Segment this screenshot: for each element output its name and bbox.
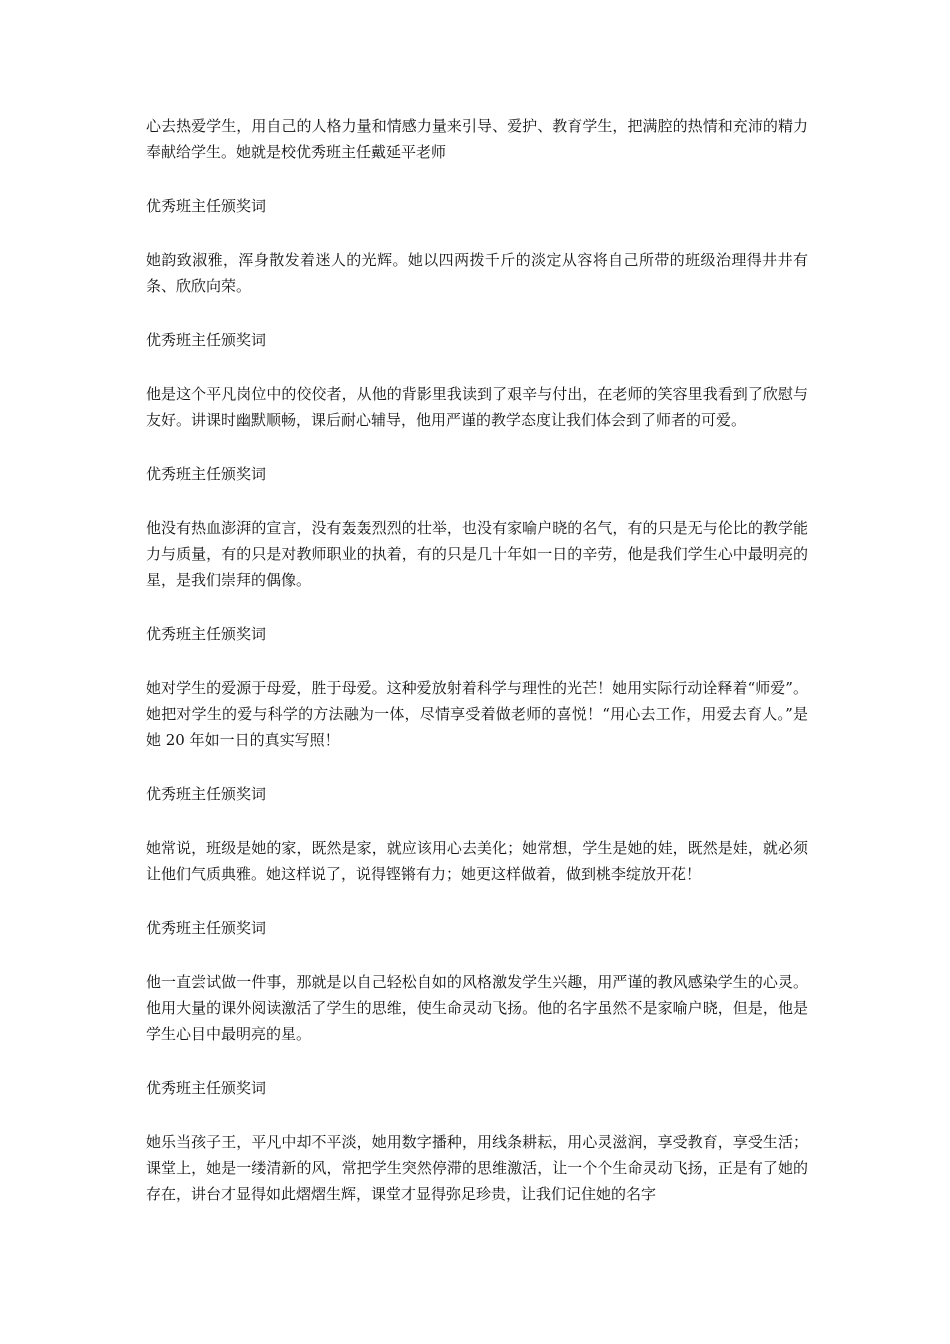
document-page	[146, 113, 808, 1235]
paragraph: 他一直尝试做一件事，那就是以自己轻松自如的风格激发学生兴趣，用严谨的教风感染学生的心灵。他用大量的课外阅读激活了学生的思维，使生命灵动飞扬。他的名字虽然不是家喻户晓，但是，他是学生心目中最明亮的星。	[146, 973, 808, 1043]
section-heading: 优秀班主任颁奖词	[146, 331, 267, 349]
paragraph: 她韵致淑雅，浑身散发着迷人的光辉。她以四两拨千斤的淡定从容将自己所带的班级治理得井井有条、欣欣向荣。	[146, 251, 808, 295]
section-heading: 优秀班主任颁奖词	[146, 919, 267, 937]
section-heading: 优秀班主任颁奖词	[146, 465, 267, 483]
paragraph: 心去热爱学生，用自己的人格力量和情感力量来引导、爱护、教育学生，把满腔的热情和充沛的精力奉献给学生。她就是校优秀班主任戴延平老师	[146, 117, 808, 161]
paragraph: 他是这个平凡岗位中的佼佼者，从他的背影里我读到了艰辛与付出，在老师的笑容里我看到了欣慰与友好。讲课时幽默顺畅，课后耐心辅导，他用严谨的教学态度让我们体会到了师者的可爱。	[146, 385, 808, 429]
section-heading: 优秀班主任颁奖词	[146, 625, 267, 643]
paragraph: 她乐当孩子王，平凡中却不平淡，她用数字播种，用线条耕耘，用心灵滋润，享受教育，享受生活；课堂上，她是一缕清新的风，常把学生突然停滞的思维激活，让一个个生命灵动飞扬，正是有了她的存在，讲台才显得如此熠熠生辉，课堂才显得弥足珍贵，让我们记住她的名字	[146, 1133, 808, 1203]
section-heading: 优秀班主任颁奖词	[146, 197, 267, 215]
paragraph: 她对学生的爱源于母爱，胜于母爱。这种爱放射着科学与理性的光芒！她用实际行动诠释着“师爱”。她把对学生的爱与科学的方法融为一体，尽情享受着做老师的喜悦！“用心去工作，用爱去育人。”是她 20 年如一日的真实写照！	[146, 679, 808, 749]
paragraph: 她常说，班级是她的家，既然是家，就应该用心去美化；她常想，学生是她的娃，既然是娃，就必须让他们气质典雅。她这样说了，说得铿锵有力；她更这样做着，做到桃李绽放开花！	[146, 839, 808, 883]
section-heading: 优秀班主任颁奖词	[146, 1079, 267, 1097]
paragraph: 他没有热血澎湃的宣言，没有轰轰烈烈的壮举，也没有家喻户晓的名气，有的只是无与伦比的教学能力与质量，有的只是对教师职业的执着，有的只是几十年如一日的辛劳，他是我们学生心中最明亮的星，是我们崇拜的偶像。	[146, 519, 808, 589]
section-heading: 优秀班主任颁奖词	[146, 785, 267, 803]
